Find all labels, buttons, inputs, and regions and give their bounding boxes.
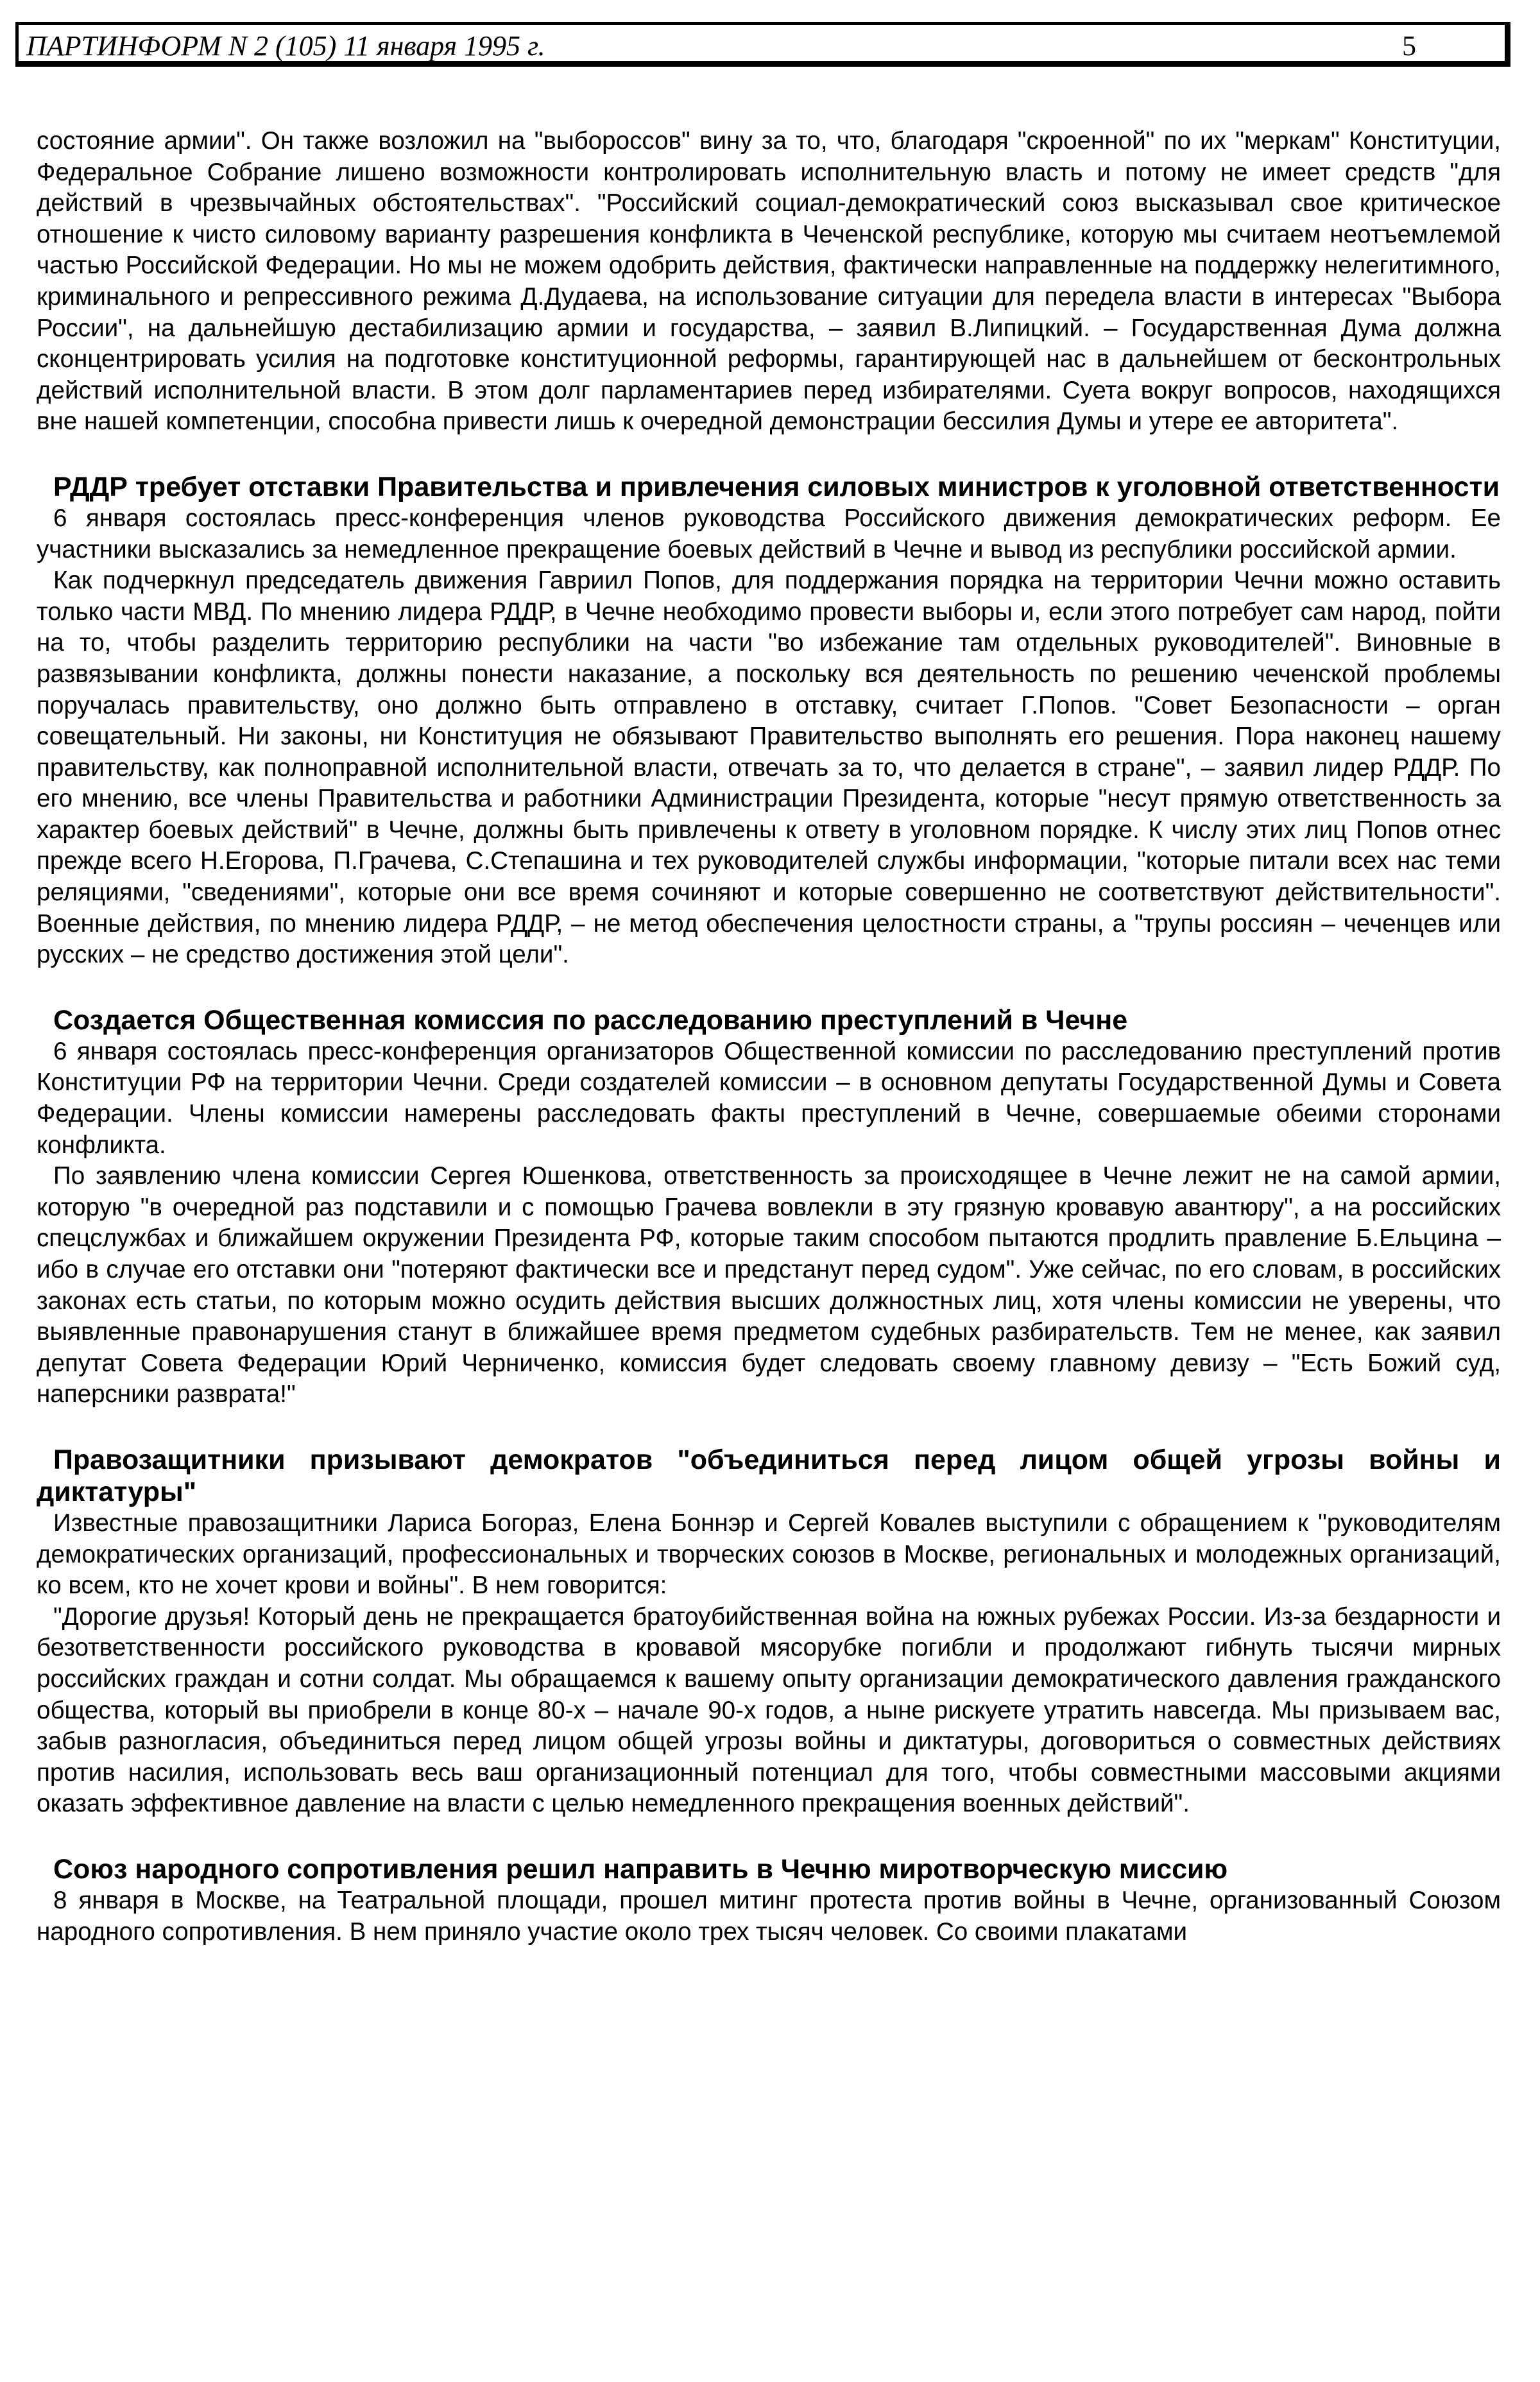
section-heading: Союз народного сопротивления решил направить в Чечню миротворческую миссию [53, 1853, 1228, 1885]
page-header [15, 22, 1510, 67]
section-heading: Правозащитники призывают демократов "объединиться перед лицом общей угрозы войны и диктатуры" [37, 1444, 1501, 1507]
section-heading: Создается Общественная комиссия по расследованию преступлений в Чечне [53, 1004, 1128, 1036]
paragraph: "Дорогие друзья! Который день не прекращается братоубийственная война на южных рубежах России. Из-за бездарности и безответственности российского руководства в кровавой мясорубке погибли и продолжают гибнуть тысячи мирных российских граждан и сотни солдат. Мы обращаемся к вашему опыту организации демократического давления гражданского общества, который вы приобрели в конце 80-х – начале 90-х годов, а ныне рискуете утратить навсегда. Мы призываем вас, забыв разногласия, объединиться перед лицом общей угрозы войны и диктатуры, договориться о совместных действиях против насилия, использовать весь ваш организационный потенциал для того, чтобы совместными массовыми акциями оказать эффективное давление на власти с целью немедленного прекращения военных действий". [37, 1602, 1501, 1818]
article-body [37, 126, 1501, 1948]
paragraph: 6 января состоялась пресс-конференция членов руководства Российского движения демократических реформ. Ее участники высказались за немедленное прекращение боевых действий в Чечне и вывод из республики российской армии. [37, 504, 1501, 563]
paragraph: По заявлению члена комиссии Сергея Юшенкова, ответственность за происходящее в Чечне лежит не на самой армии, которую "в очередной раз подставили и с помощью Грачева вовлекли в эту грязную кровавую авантюру", а на российских спецслужбах и ближайшем окружении Президента РФ, которые таким способом пытаются продлить правление Б.Ельцина – ибо в случае его отставки они "потеряют фактически все и предстанут перед судом". Уже сейчас, по его словам, в российских законах есть статьи, по которым можно осудить действия высших должностных лиц, хотя члены комиссии не уверены, что выявленные правонарушения станут в ближайшее время предметом судебных разбирательств. Тем не менее, как заявил депутат Совета Федерации Юрий Черниченко, комиссия будет следовать своему главному девизу – "Есть Божий суд, наперсники разврата!" [37, 1162, 1501, 1409]
paragraph: 8 января в Москве, на Театральной площади, прошел митинг протеста против войны в Чечне, организованный Союзом народного сопротивления. В нем приняло участие около трех тысяч человек. Со своими плакатами [37, 1886, 1501, 1946]
page-number: 5 [1402, 30, 1416, 62]
paragraph: 6 января состоялась пресс-конференция организаторов Общественной комиссии по расследованию преступлений против Конституции РФ на территории Чечни. Среди создателей комиссии – в основном депутаты Государственной Думы и Совета Федерации. Члены комиссии намерены расследовать факты преступлений в Чечне, совершаемые обеими сторонами конфликта. [37, 1037, 1501, 1159]
paragraph: Известные правозащитники Лариса Богораз, Елена Боннэр и Сергей Ковалев выступили с обращением к "руководителям демократических организаций, профессиональных и творческих союзов в Москве, региональных и молодежных организаций, ко всем, кто не хочет крови и войны". В нем говорится: [37, 1509, 1501, 1600]
publication-title: ПАРТИНФОРМ N 2 (105) 11 января 1995 г. [26, 30, 545, 62]
paragraph: состояние армии". Он также возложил на "выбороссов" вину за то, что, благодаря "скроенной" по их "меркам" Конституции, Федеральное Собрание лишено возможности контролировать исполнительную власть и потому не имеет средств "для действий в чрезвычайных обстоятельствах". "Российский социал-демократический союз высказывал свое критическое отношение к чисто силовому варианту разрешения конфликта в Чеченской республике, которую мы считаем неотъемлемой частью Российской Федерации. Но мы не можем одобрить действия, фактически направленные на поддержку нелегитимного, криминального и репрессивного режима Д.Дудаева, на использование ситуации для передела власти в интересах "Выбора России", на дальнейшую дестабилизацию армии и государства, – заявил В.Липицкий. – Государственная Дума должна сконцентрировать усилия на подготовке конституционной реформы, гарантирующей нас в дальнейшем от бесконтрольных действий исполнительной власти. В этом долг парламентариев перед избирателями. Суета вокруг вопросов, находящихся вне нашей компетенции, способна привести лишь к очередной демонстрации бессилия Думы и утере ее авторитета". [37, 127, 1501, 436]
section-heading: РДДР требует отставки Правительства и привлечения силовых министров к уголовной ответственности [53, 471, 1500, 502]
paragraph: Как подчеркнул председатель движения Гавриил Попов, для поддержания порядка на территории Чечни можно оставить только части МВД. По мнению лидера РДДР, в Чечне необходимо провести выборы и, если этого потребует сам народ, пойти на то, чтобы разделить территорию республики на части "во избежание там отдельных руководителей". Виновные в развязывании конфликта, должны понести наказание, а поскольку вся деятельность по решению чеченской проблемы поручалась правительству, оно должно быть отправлено в отставку, считает Г.Попов. "Совет Безопасности – орган совещательный. Ни законы, ни Конституция не обязывают Правительство выполнять его решения. Пора наконец нашему правительству, как полноправной исполнительной власти, отвечать за то, что делается в стране", – заявил лидер РДДР. По его мнению, все члены Правительства и работники Администрации Президента, которые "несут прямую ответственность за характер боевых действий" в Чечне, должны быть привлечены к ответу в уголовном порядке. К числу этих лиц Попов отнес прежде всего Н.Егорова, П.Грачева, С.Степашина и тех руководителей службы информации, "которые питали всех нас теми реляциями, "сведениями", которые они все время сочиняют и которые совершенно не соответствуют действительности". Военные действия, по мнению лидера РДДР, – не метод обеспечения целостности страны, а "трупы россиян – чеченцев или русских – не средство достижения этой цели". [37, 567, 1501, 969]
